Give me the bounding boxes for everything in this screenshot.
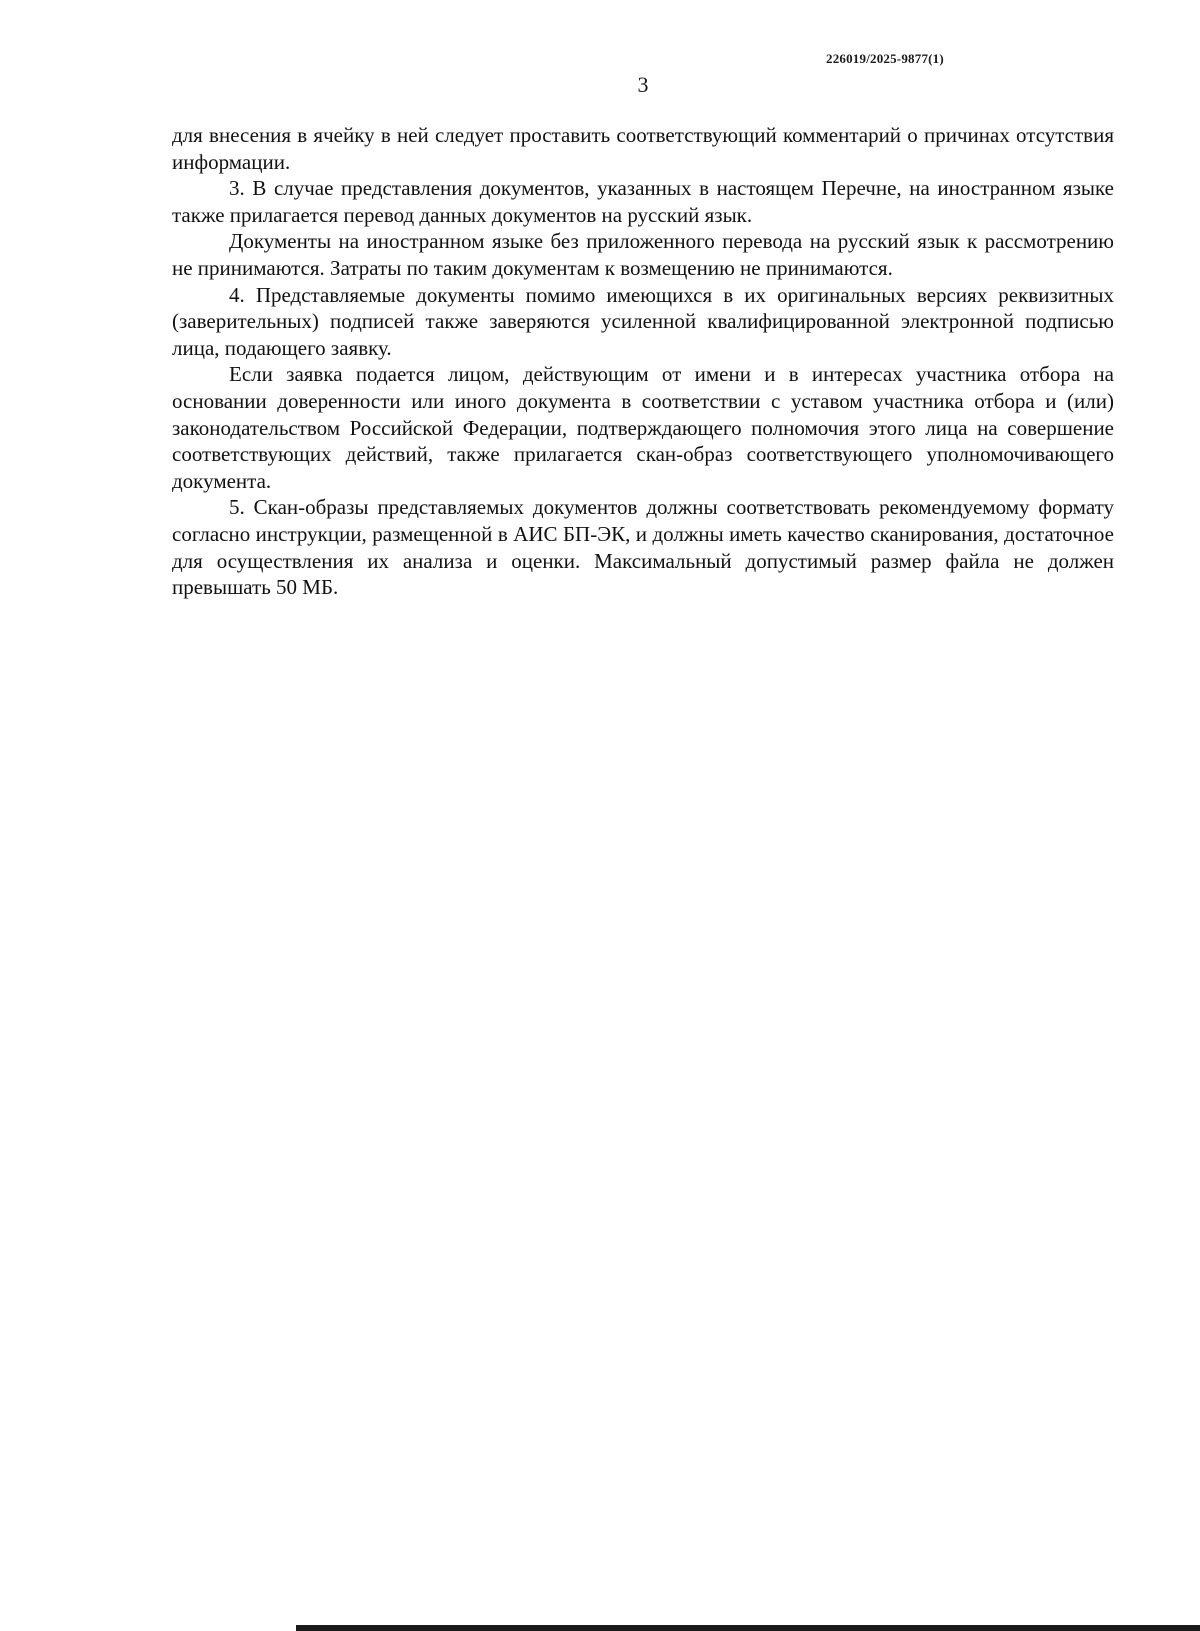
document-registration-number: 226019/2025-9877(1) <box>826 51 944 66</box>
paragraph-authorized-person: Если заявка подается лицом, действующим от имени и в интересах участника отбора на основании доверенности или иного документа в соответствии с уставом участника отбора и (или) законодательством Российской Федерации, подтверждающего полномочия этого лица на совершение соответствующих действий, также прилагается скан-образ соответствующего уполномочивающего документа. <box>172 362 1114 493</box>
scan-edge-line <box>296 1625 1200 1631</box>
document-body <box>172 122 1114 601</box>
paragraph-item-4: 4. Представляемые документы помимо имеющихся в их оригинальных версиях реквизитных (заверительных) подписей также заверяются усиленной квалифицированной электронной подписью лица, подающего заявку. <box>172 282 1114 360</box>
paragraph-foreign-documents: Документы на иностранном языке без приложенного перевода на русский язык к рассмотрению не принимаются. Затраты по таким документам к возмещению не принимаются. <box>172 229 1114 280</box>
paragraph-item-3: 3. В случае представления документов, указанных в настоящем Перечне, на иностранном языке также прилагается перевод данных документов на русский язык. <box>172 176 1114 227</box>
paragraph-item-5: 5. Скан-образы представляемых документов должны соответствовать рекомендуемому формату согласно инструкции, размещенной в АИС БП-ЭК, и должны иметь качество сканирования, достаточное для осуществления их анализа и оценки. Максимальный допустимый размер файла не должен превышать 50 МБ. <box>172 495 1114 600</box>
page-number: 3 <box>637 72 649 97</box>
paragraph-continuation: для внесения в ячейку в ней следует проставить соответствующий комментарий о причинах отсутствия информации. <box>172 123 1114 174</box>
